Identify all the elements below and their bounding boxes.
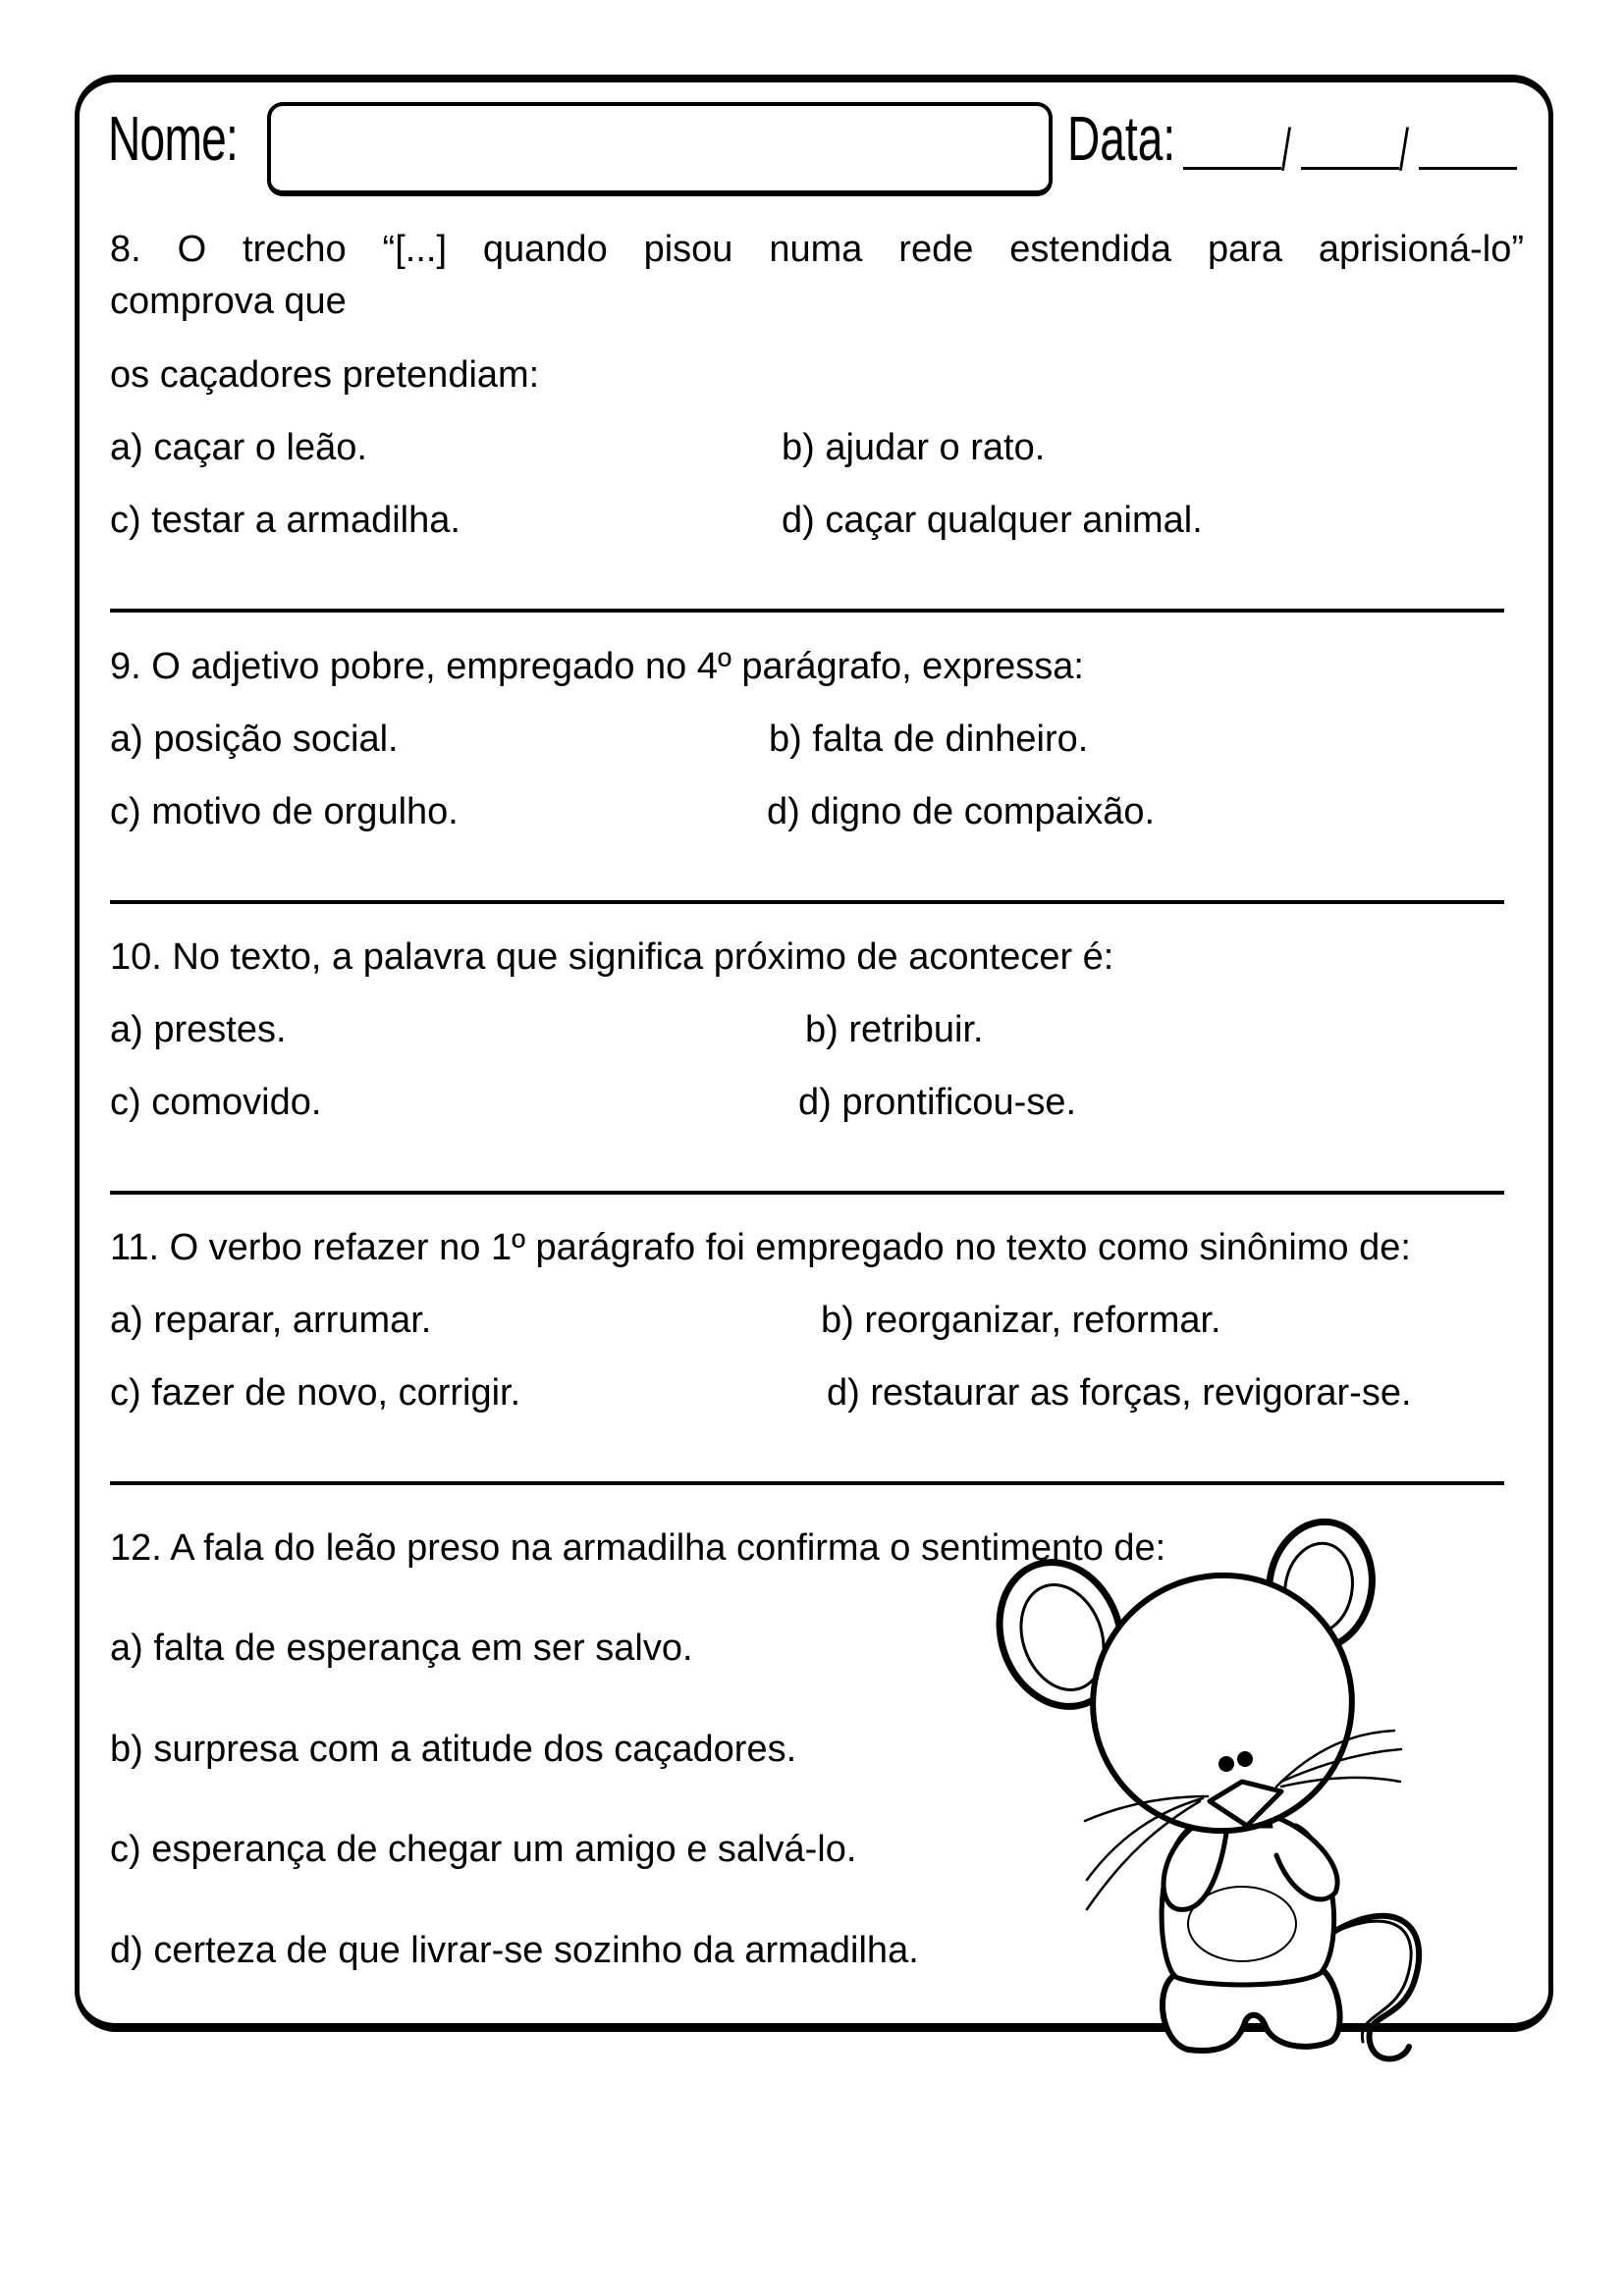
question-12-text: 12. A fala do leão preso na armadilha confirma o sentimento de:	[110, 1527, 1166, 1569]
question-8-option-b[interactable]: b) ajudar o rato.	[782, 427, 1046, 468]
date-label: Data:	[1067, 103, 1176, 174]
answer-line-8[interactable]	[110, 609, 1504, 613]
answer-line-11[interactable]	[110, 1481, 1504, 1485]
mouse-eye	[1237, 1751, 1253, 1767]
question-8-option-c[interactable]: c) testar a armadilha.	[110, 500, 460, 541]
question-10-option-b[interactable]: b) retribuir.	[805, 1009, 984, 1050]
name-input-box[interactable]	[267, 102, 1053, 196]
question-9-option-c[interactable]: c) motivo de orgulho.	[110, 791, 459, 832]
name-label: Nome:	[108, 103, 239, 174]
question-9-option-d[interactable]: d) digno de compaixão.	[767, 791, 1156, 832]
question-9-text: 9. O adjetivo pobre, empregado no 4º parágrafo, expressa:	[110, 646, 1084, 687]
question-8-text-line1: 8. O trecho “[...] quando pisou numa rede estendida para aprisioná-lo”	[110, 229, 1524, 270]
question-11-option-a[interactable]: a) reparar, arrumar.	[110, 1300, 432, 1341]
question-12-option-c[interactable]: c) esperança de chegar um amigo e salvá-lo.	[110, 1829, 857, 1870]
question-11-text: 11. O verbo refazer no 1º parágrafo foi empregado no texto como sinônimo de:	[110, 1227, 1411, 1268]
answer-line-10[interactable]	[110, 1191, 1504, 1195]
question-8-text-line2: comprova que	[110, 281, 347, 322]
question-10-text: 10. No texto, a palavra que significa próximo de acontecer é:	[110, 936, 1114, 978]
question-8-option-a[interactable]: a) caçar o leão.	[110, 427, 367, 468]
date-year-blank[interactable]	[1419, 167, 1517, 170]
question-8-option-d[interactable]: d) caçar qualquer animal.	[782, 500, 1203, 541]
date-separator-2: /	[1399, 117, 1410, 183]
mouse-eye	[1218, 1756, 1234, 1772]
question-10-option-c[interactable]: c) comovido.	[110, 1082, 322, 1123]
question-9-option-a[interactable]: a) posição social.	[110, 719, 399, 760]
date-separator-1: /	[1281, 117, 1292, 183]
question-11-option-b[interactable]: b) reorganizar, reformar.	[821, 1300, 1221, 1341]
question-12-option-a[interactable]: a) falta de esperança em ser salvo.	[110, 1628, 693, 1669]
date-month-blank[interactable]	[1301, 167, 1399, 170]
question-11-option-c[interactable]: c) fazer de novo, corrigir.	[110, 1372, 521, 1414]
question-10-option-d[interactable]: d) prontificou-se.	[798, 1082, 1077, 1123]
answer-line-9[interactable]	[110, 900, 1504, 904]
question-9-option-b[interactable]: b) falta de dinheiro.	[769, 719, 1089, 760]
question-11-option-d[interactable]: d) restaurar as forças, revigorar-se.	[827, 1372, 1412, 1414]
date-day-blank[interactable]	[1183, 167, 1281, 170]
question-12-option-d[interactable]: d) certeza de que livrar-se sozinho da armadilha.	[110, 1930, 919, 1971]
mouse-illustration-icon	[982, 1512, 1571, 2081]
question-10-option-a[interactable]: a) prestes.	[110, 1009, 287, 1050]
question-12-option-b[interactable]: b) surpresa com a atitude dos caçadores.	[110, 1729, 797, 1770]
question-8-text-line3: os caçadores pretendiam:	[110, 354, 540, 396]
